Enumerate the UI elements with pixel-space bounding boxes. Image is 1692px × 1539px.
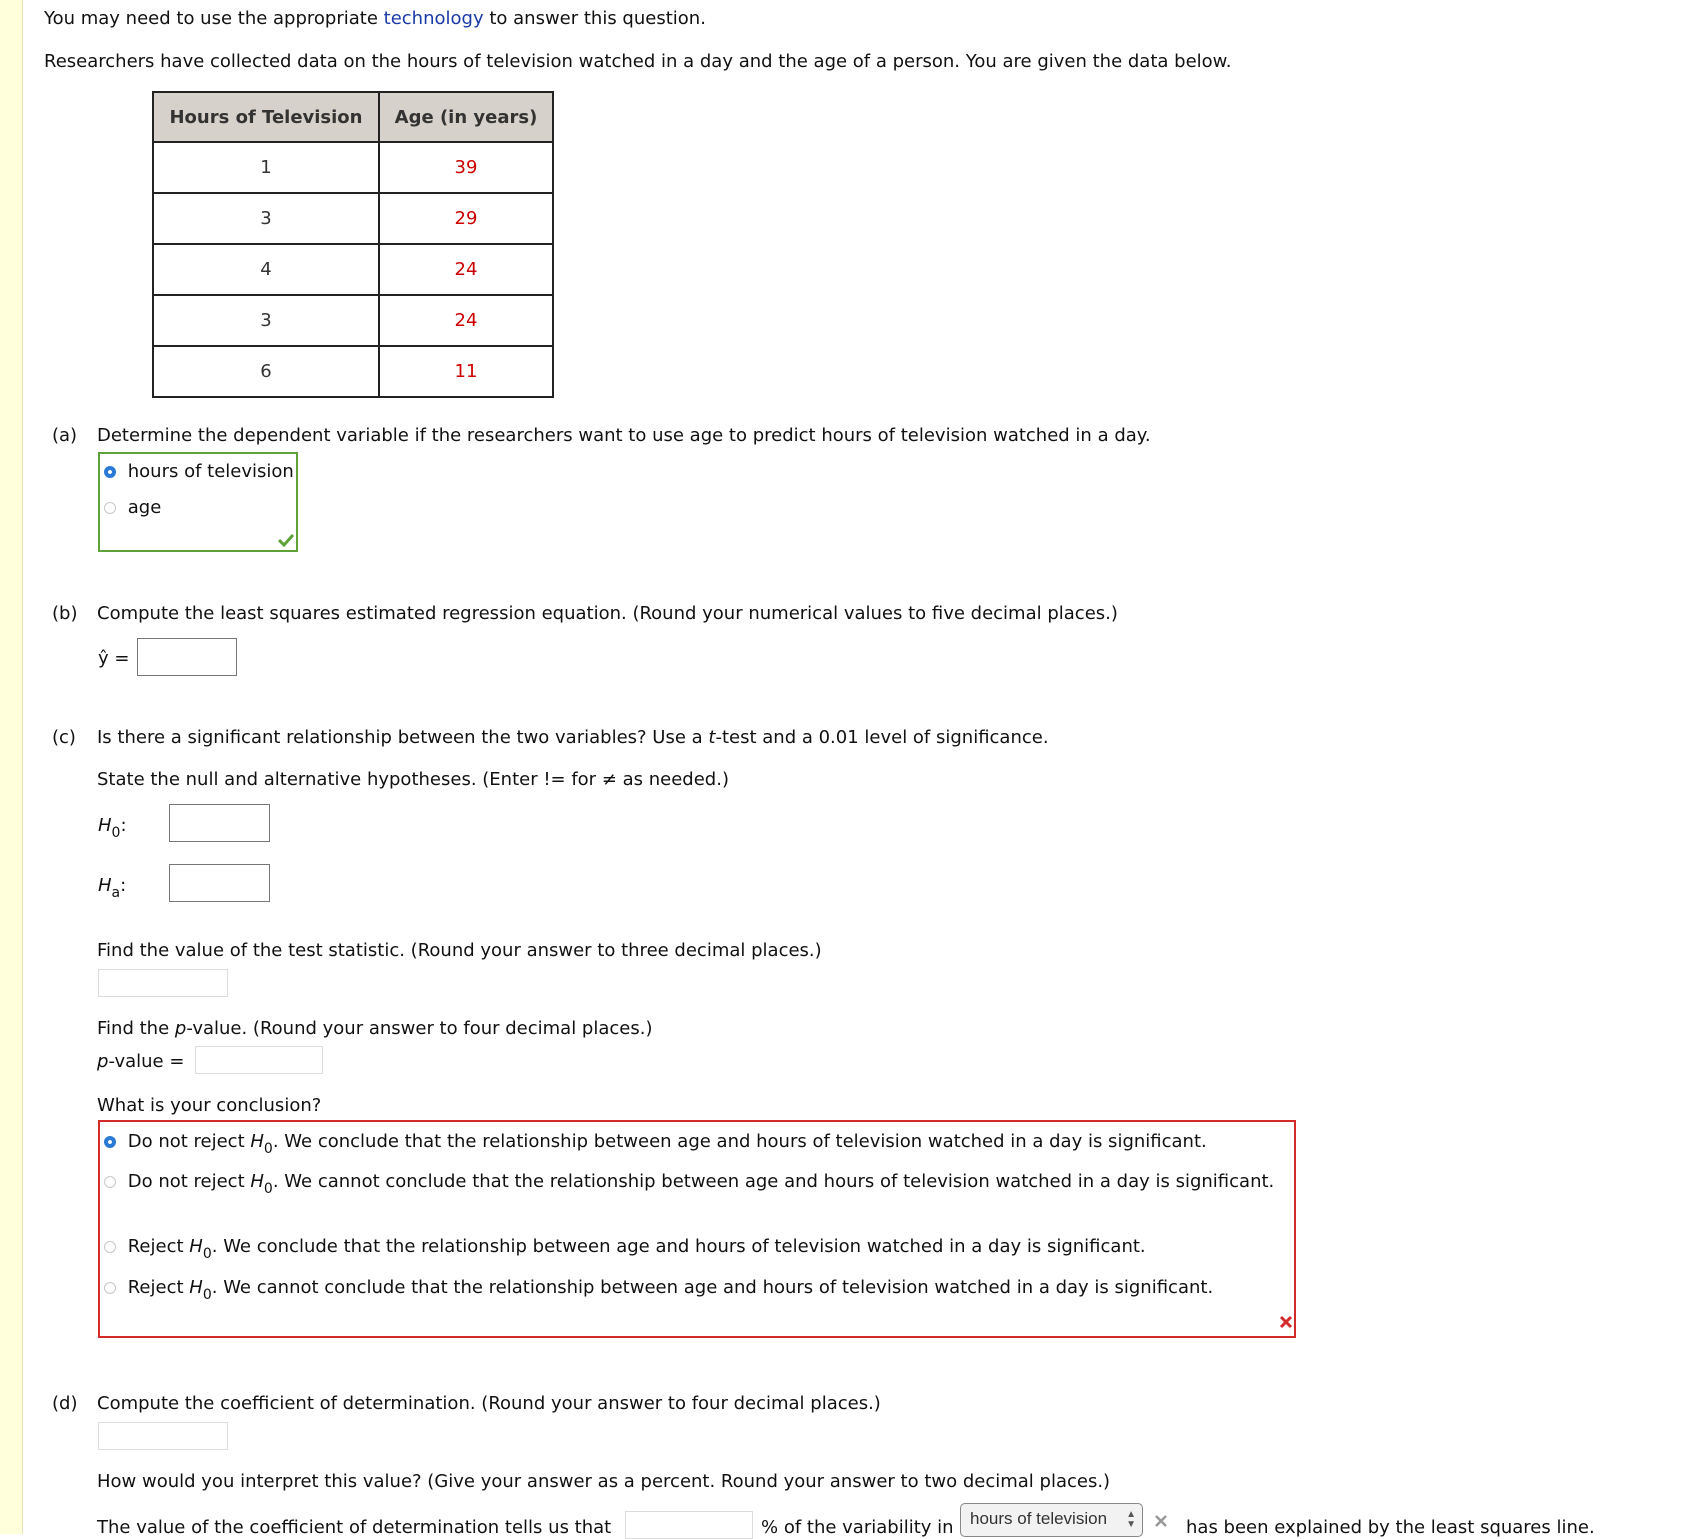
radio-unselected[interactable] — [104, 1241, 116, 1253]
table-row — [153, 142, 553, 193]
h-symbol: H — [189, 1277, 203, 1298]
h-symbol: H — [250, 1171, 264, 1192]
h0-subscript: 0 — [202, 1246, 212, 1262]
radio-selected[interactable] — [104, 1136, 116, 1148]
table-row — [153, 244, 553, 295]
column-header-hours: Hours of Television — [153, 92, 379, 142]
pvalue-input[interactable] — [195, 1046, 323, 1074]
interpret-sentence-end: has been explained by the least squares line. — [1186, 1517, 1595, 1538]
table-row — [153, 295, 553, 346]
radio-unselected[interactable] — [104, 1176, 116, 1188]
intro-text: You may need to use the appropriate — [44, 8, 378, 29]
h-symbol: H — [250, 1131, 264, 1152]
test-statistic-input[interactable] — [98, 969, 228, 997]
age-cell: 11 — [379, 346, 553, 397]
part-a-answer-box — [98, 452, 298, 552]
h0-subscript: 0 — [263, 1181, 273, 1197]
conclusion-option-2[interactable] — [104, 1171, 1275, 1197]
option-text-end: . We cannot conclude that the relationship between age and hours of television watched in a day is significant. — [272, 1171, 1275, 1192]
yhat-label: ŷ = — [98, 648, 130, 669]
column-header-age: Age (in years) — [379, 92, 553, 142]
intro-line-2: Researchers have collected data on the hours of television watched in a day and the age of a person. You are given the data below. — [44, 51, 1232, 72]
radio-unselected[interactable] — [104, 502, 116, 514]
age-cell: 29 — [379, 193, 553, 244]
table-row — [153, 346, 553, 397]
h0-subscript: 0 — [263, 1141, 273, 1157]
t-symbol: t — [708, 727, 716, 748]
part-a-option-2[interactable] — [104, 497, 161, 518]
small-x-icon — [1153, 1513, 1169, 1529]
regression-equation-input[interactable] — [137, 638, 237, 676]
checkmark-icon — [278, 533, 294, 547]
hours-cell: 3 — [153, 193, 379, 244]
h-symbol: H — [98, 815, 112, 836]
part-b-question: Compute the least squares estimated regression equation. (Round your numerical values to five decimal places.) — [97, 603, 1118, 624]
conclusion-prompt: What is your conclusion? — [97, 1095, 322, 1116]
option-text: Do not reject — [127, 1171, 245, 1192]
select-arrows-icon: ▲ ▼ — [1126, 1509, 1136, 1530]
option-text-end: . We conclude that the relationship between age and hours of television watched in a day is significant. — [211, 1236, 1146, 1257]
hours-cell: 1 — [153, 142, 379, 193]
p-symbol: p — [174, 1018, 187, 1039]
table-body — [153, 142, 553, 397]
part-d-label: (d) — [52, 1393, 78, 1414]
option-label: hours of television — [127, 461, 294, 482]
pvalue-label-text: -value = — [108, 1051, 185, 1072]
table-row — [153, 193, 553, 244]
hours-cell: 4 — [153, 244, 379, 295]
part-a-question: Determine the dependent variable if the researchers want to use age to predict hours of television watched in a day. — [97, 425, 1151, 446]
radio-unselected[interactable] — [104, 1282, 116, 1294]
data-table — [152, 91, 554, 398]
age-cell: 24 — [379, 244, 553, 295]
age-cell: 24 — [379, 295, 553, 346]
hours-cell: 6 — [153, 346, 379, 397]
conclusion-option-4[interactable] — [104, 1277, 1214, 1303]
left-margin-stripe — [0, 0, 23, 1534]
part-a-label: (a) — [52, 425, 78, 446]
conclusion-option-1[interactable] — [104, 1131, 1207, 1157]
option-text-end: . We cannot conclude that the relationship between age and hours of television watched in a day is significant. — [211, 1277, 1214, 1298]
age-cell: 39 — [379, 142, 553, 193]
ha-subscript: a — [111, 885, 121, 901]
coefficient-of-determination-input[interactable] — [98, 1422, 228, 1450]
alternative-hypothesis-input[interactable] — [169, 864, 270, 902]
intro-text-end: to answer this question. — [489, 8, 706, 29]
technology-link[interactable]: technology — [383, 8, 484, 29]
question-text: Is there a significant relationship between the two variables? Use a — [97, 727, 703, 748]
option-label: age — [127, 497, 162, 518]
p-symbol: p — [97, 1051, 109, 1072]
variable-select[interactable] — [960, 1503, 1143, 1537]
h0-label: $H_0$: — [98, 815, 127, 841]
option-text-end: . We conclude that the relationship between age and hours of television watched in a day is significant. — [272, 1131, 1207, 1152]
null-hypothesis-input[interactable] — [169, 804, 270, 842]
h0-subscript: 0 — [202, 1287, 212, 1303]
part-a-option-1[interactable] — [104, 461, 294, 482]
incorrect-x-icon — [1279, 1315, 1293, 1329]
option-text: Reject — [127, 1277, 184, 1298]
conclusion-answer-box — [98, 1120, 1296, 1338]
radio-selected[interactable] — [104, 466, 116, 478]
hypotheses-prompt: State the null and alternative hypotheses. (Enter != for ≠ as needed.) — [97, 769, 729, 790]
interpret-sentence-start: The value of the coefficient of determination tells us that — [97, 1517, 612, 1538]
hours-cell: 3 — [153, 295, 379, 346]
interpret-prompt: How would you interpret this value? (Give your answer as a percent. Round your answer to two decimal places.) — [97, 1471, 1111, 1492]
h-symbol: H — [98, 875, 112, 896]
prompt-text-end: -value. (Round your answer to four decimal places.) — [186, 1018, 653, 1039]
option-text: Reject — [127, 1236, 184, 1257]
h-symbol: H — [189, 1236, 203, 1257]
part-b-label: (b) — [52, 603, 78, 624]
option-text: Do not reject — [127, 1131, 245, 1152]
prompt-text: Find the — [97, 1018, 170, 1039]
interpret-sentence-middle: % of the variability in — [761, 1517, 954, 1538]
h0-subscript: 0 — [111, 825, 121, 841]
pvalue-prompt — [97, 1018, 652, 1039]
part-d-question: Compute the coefficient of determination. (Round your answer to four decimal places.) — [97, 1393, 881, 1414]
test-statistic-prompt: Find the value of the test statistic. (Round your answer to three decimal places.) — [97, 940, 822, 961]
percent-input[interactable] — [625, 1511, 753, 1539]
intro-line-1 — [44, 8, 706, 29]
part-c-question — [97, 727, 1049, 748]
select-value: hours of television — [970, 1509, 1108, 1528]
question-text-end: -test and a 0.01 level of significance. — [715, 727, 1049, 748]
ha-label: $H_a$: — [98, 875, 127, 901]
pvalue-label — [97, 1051, 184, 1072]
conclusion-option-3[interactable] — [104, 1236, 1146, 1262]
part-c-label: (c) — [52, 727, 76, 748]
